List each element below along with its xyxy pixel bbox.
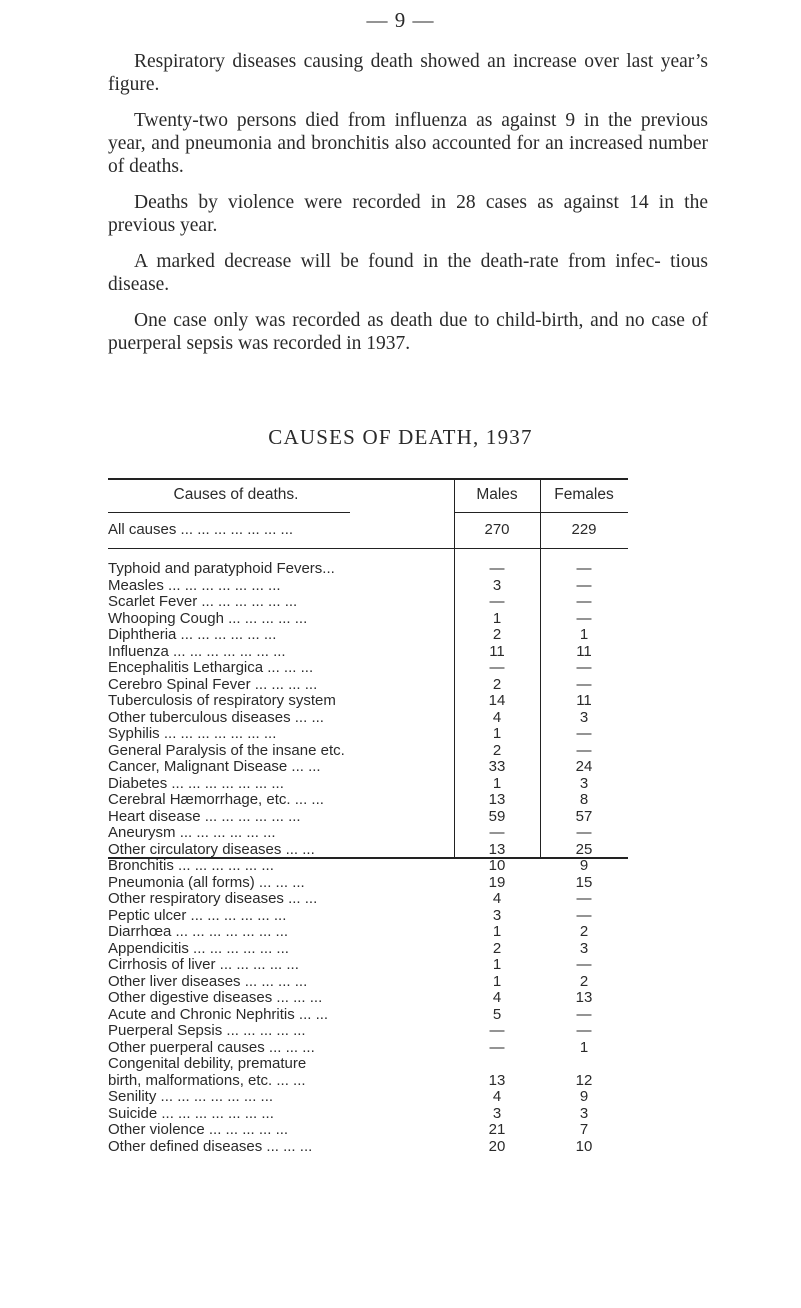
table-row	[108, 743, 628, 760]
males-cell: 11	[489, 642, 505, 660]
table-row	[108, 1122, 628, 1139]
females-cell: —	[576, 576, 592, 594]
females-cell: 3	[579, 774, 589, 792]
females-cell: —	[576, 824, 592, 841]
table-row	[108, 693, 628, 710]
females-cell: —	[576, 1022, 592, 1039]
males-cell: 4	[492, 890, 502, 907]
males-cell: 2	[492, 626, 502, 643]
males-cell: 3	[492, 576, 502, 594]
table-row	[108, 776, 628, 793]
cause-cell: Typhoid and paratyphoid Fevers...	[108, 561, 335, 577]
females-cell: 2	[579, 972, 589, 990]
cause-cell: Diarrhœa ... ... ... ... ... ... ...	[108, 924, 289, 940]
females-cell: 7	[579, 1121, 589, 1138]
males-cell: 4	[492, 1088, 502, 1105]
males-cell: 13	[488, 791, 506, 808]
females-cell: 10	[575, 1137, 593, 1155]
table-row	[108, 660, 628, 677]
cause-cell: Diphtheria ... ... ... ... ... ...	[108, 627, 277, 643]
cause-cell: Other liver diseases ... ... ... ...	[108, 973, 308, 990]
females-cell: 13	[575, 989, 593, 1006]
table-row	[108, 891, 628, 908]
table-row	[108, 1056, 628, 1073]
females-cell: —	[576, 906, 592, 924]
table-row	[108, 974, 628, 991]
paragraph: A marked decrease will be found in the death-rate from infec- tious disease.	[108, 251, 708, 295]
cause-cell: Scarlet Fever ... ... ... ... ... ...	[108, 594, 298, 610]
cause-cell: birth, malformations, etc. ... ...	[108, 1072, 306, 1089]
page-number: — 9 —	[366, 8, 435, 32]
males-cell: 59	[488, 807, 506, 825]
paragraph: Respiratory diseases causing death showed an increase over last year’s figure.	[108, 51, 708, 95]
males-cell: 2	[492, 675, 502, 693]
table-row	[108, 611, 628, 628]
males-cell: 13	[488, 1071, 506, 1089]
cause-cell: Tuberculosis of respiratory system	[108, 693, 336, 709]
males-cell: —	[489, 1022, 505, 1039]
cause-cell: Other tuberculous diseases ... ...	[108, 709, 324, 726]
header-females: Females	[554, 486, 614, 503]
males-cell: 1	[492, 923, 502, 940]
males-cell: 33	[488, 758, 506, 775]
totals-rule	[108, 548, 628, 549]
cause-cell: Cancer, Malignant Disease ... ...	[108, 759, 321, 775]
table-row	[108, 858, 628, 875]
cause-cell: Suicide ... ... ... ... ... ... ...	[108, 1105, 274, 1122]
males-cell: 1	[492, 972, 502, 990]
table-row	[108, 908, 628, 925]
table-row	[108, 825, 628, 842]
paragraph: Deaths by violence were recorded in 28 cases as against 14 in the previous year.	[108, 192, 708, 236]
males-cell: 10	[488, 857, 506, 874]
cause-cell: Cerebral Hæmorrhage, etc. ... ...	[108, 792, 324, 808]
females-cell: 11	[576, 642, 592, 660]
cause-cell: Other violence ... ... ... ... ...	[108, 1122, 289, 1138]
cause-cell: Bronchitis ... ... ... ... ... ...	[108, 858, 274, 874]
table-row	[108, 561, 628, 578]
males-cell: 5	[492, 1005, 502, 1023]
males-cell: 1	[492, 774, 502, 792]
females-cell: 9	[579, 1088, 589, 1105]
males-cell: 4	[492, 708, 502, 726]
table-row	[108, 1023, 628, 1040]
table-row	[108, 875, 628, 892]
table-row	[108, 1073, 628, 1090]
table-title: CAUSES OF DEATH, 1937	[268, 425, 533, 449]
females-cell: —	[576, 956, 592, 973]
totals-males: 270	[484, 521, 510, 538]
females-cell: —	[576, 1005, 592, 1023]
cause-cell: Other defined diseases ... ... ...	[108, 1138, 313, 1155]
females-cell: 12	[575, 1071, 593, 1089]
females-cell: 8	[579, 791, 589, 808]
cause-cell: Other circulatory diseases ... ...	[108, 841, 315, 858]
table-row	[108, 1106, 628, 1123]
table-row	[108, 957, 628, 974]
table-row	[108, 941, 628, 958]
causes-of-death-table	[108, 478, 628, 1155]
females-cell: 1	[579, 626, 589, 643]
females-cell: 15	[575, 873, 593, 891]
males-cell: 3	[492, 906, 502, 924]
males-cell: 1	[492, 956, 502, 973]
table-row	[108, 1007, 628, 1024]
males-cell: 14	[488, 692, 506, 709]
males-cell: 13	[488, 840, 506, 858]
paragraph: Twenty-two persons died from influenza as against 9 in the previous year, and pneumonia and bronchitis also accounted for an increased number of deaths.	[108, 110, 708, 177]
males-cell: —	[489, 593, 505, 610]
males-cell: 20	[488, 1137, 506, 1155]
females-cell: —	[576, 890, 592, 907]
table-row	[108, 759, 628, 776]
males-cell: 2	[492, 939, 502, 957]
table-row	[108, 990, 628, 1007]
females-cell: —	[576, 609, 592, 627]
table-row	[108, 627, 628, 644]
cause-cell: Syphilis ... ... ... ... ... ... ...	[108, 726, 277, 742]
males-cell: 2	[492, 741, 502, 759]
females-cell: —	[576, 560, 592, 577]
header-males: Males	[476, 486, 518, 503]
cause-cell: Peptic ulcer ... ... ... ... ... ...	[108, 907, 287, 924]
cause-cell: Influenza ... ... ... ... ... ... ...	[108, 643, 286, 660]
totals-label: All causes ... ... ... ... ... ... ...	[108, 522, 294, 538]
cause-cell: Other respiratory diseases ... ...	[108, 891, 318, 907]
cause-cell: Congenital debility, premature	[108, 1056, 307, 1072]
females-cell: 2	[579, 923, 589, 940]
females-cell: 11	[576, 692, 592, 709]
cause-cell: Cirrhosis of liver ... ... ... ... ...	[108, 957, 299, 973]
cause-cell: Cerebro Spinal Fever ... ... ... ...	[108, 676, 318, 693]
females-cell: —	[576, 725, 592, 742]
table-row	[108, 792, 628, 809]
cause-cell: Whooping Cough ... ... ... ... ...	[108, 610, 308, 627]
males-cell: 21	[488, 1121, 506, 1138]
cause-cell: Other puerperal causes ... ... ...	[108, 1039, 315, 1056]
table-row	[108, 594, 628, 611]
cause-cell: Pneumonia (all forms) ... ... ...	[108, 874, 305, 891]
cause-cell: Measles ... ... ... ... ... ... ...	[108, 577, 281, 594]
table-row	[108, 1040, 628, 1057]
cause-cell: General Paralysis of the insane etc.	[108, 742, 345, 759]
table-row	[108, 710, 628, 727]
table-row	[108, 578, 628, 595]
females-cell: 1	[579, 1038, 589, 1056]
header-cause: Causes of deaths.	[173, 486, 299, 503]
cause-cell: Other digestive diseases ... ... ...	[108, 990, 323, 1006]
table-row	[108, 1089, 628, 1106]
table-row	[108, 726, 628, 743]
females-cell: 3	[579, 1104, 589, 1122]
table-row	[108, 1139, 628, 1156]
females-cell: 57	[575, 807, 593, 825]
totals-females: 229	[571, 521, 597, 538]
paragraph: One case only was recorded as death due to child-birth, and no case of puerperal sepsis was recorded in 1937.	[108, 310, 708, 354]
cause-cell: Puerperal Sepsis ... ... ... ... ...	[108, 1023, 306, 1039]
males-cell: 1	[492, 609, 502, 627]
females-cell: 3	[579, 939, 589, 957]
males-cell: 4	[492, 989, 502, 1006]
table-row	[108, 677, 628, 694]
table-row	[108, 924, 628, 941]
females-cell: —	[576, 593, 592, 610]
table-row	[108, 842, 628, 859]
males-cell: 1	[492, 725, 502, 742]
cause-cell: Encephalitis Lethargica ... ... ...	[108, 660, 314, 676]
males-cell: —	[489, 1038, 505, 1056]
males-cell: —	[489, 824, 505, 841]
females-cell: 9	[579, 857, 589, 874]
table-row	[108, 644, 628, 661]
table-row	[108, 809, 628, 826]
header-rule-left	[108, 512, 350, 513]
cause-cell: Acute and Chronic Nephritis ... ...	[108, 1006, 329, 1023]
cause-cell: Heart disease ... ... ... ... ... ...	[108, 808, 301, 825]
females-cell: 24	[575, 758, 593, 775]
males-cell: 19	[488, 873, 506, 891]
cause-cell: Senility ... ... ... ... ... ... ...	[108, 1089, 274, 1105]
females-cell: —	[576, 675, 592, 693]
totals-row	[108, 522, 628, 539]
males-cell: —	[489, 659, 505, 676]
males-cell: 3	[492, 1104, 502, 1122]
females-cell: 25	[575, 840, 593, 858]
header-rule-right	[454, 512, 628, 513]
males-cell: —	[489, 560, 505, 577]
females-cell: 3	[579, 708, 589, 726]
females-cell: —	[576, 659, 592, 676]
cause-cell: Aneurysm ... ... ... ... ... ...	[108, 825, 276, 841]
body-text	[108, 50, 708, 368]
females-cell: —	[576, 741, 592, 759]
cause-cell: Appendicitis ... ... ... ... ... ...	[108, 940, 289, 957]
cause-cell: Diabetes ... ... ... ... ... ... ...	[108, 775, 284, 792]
